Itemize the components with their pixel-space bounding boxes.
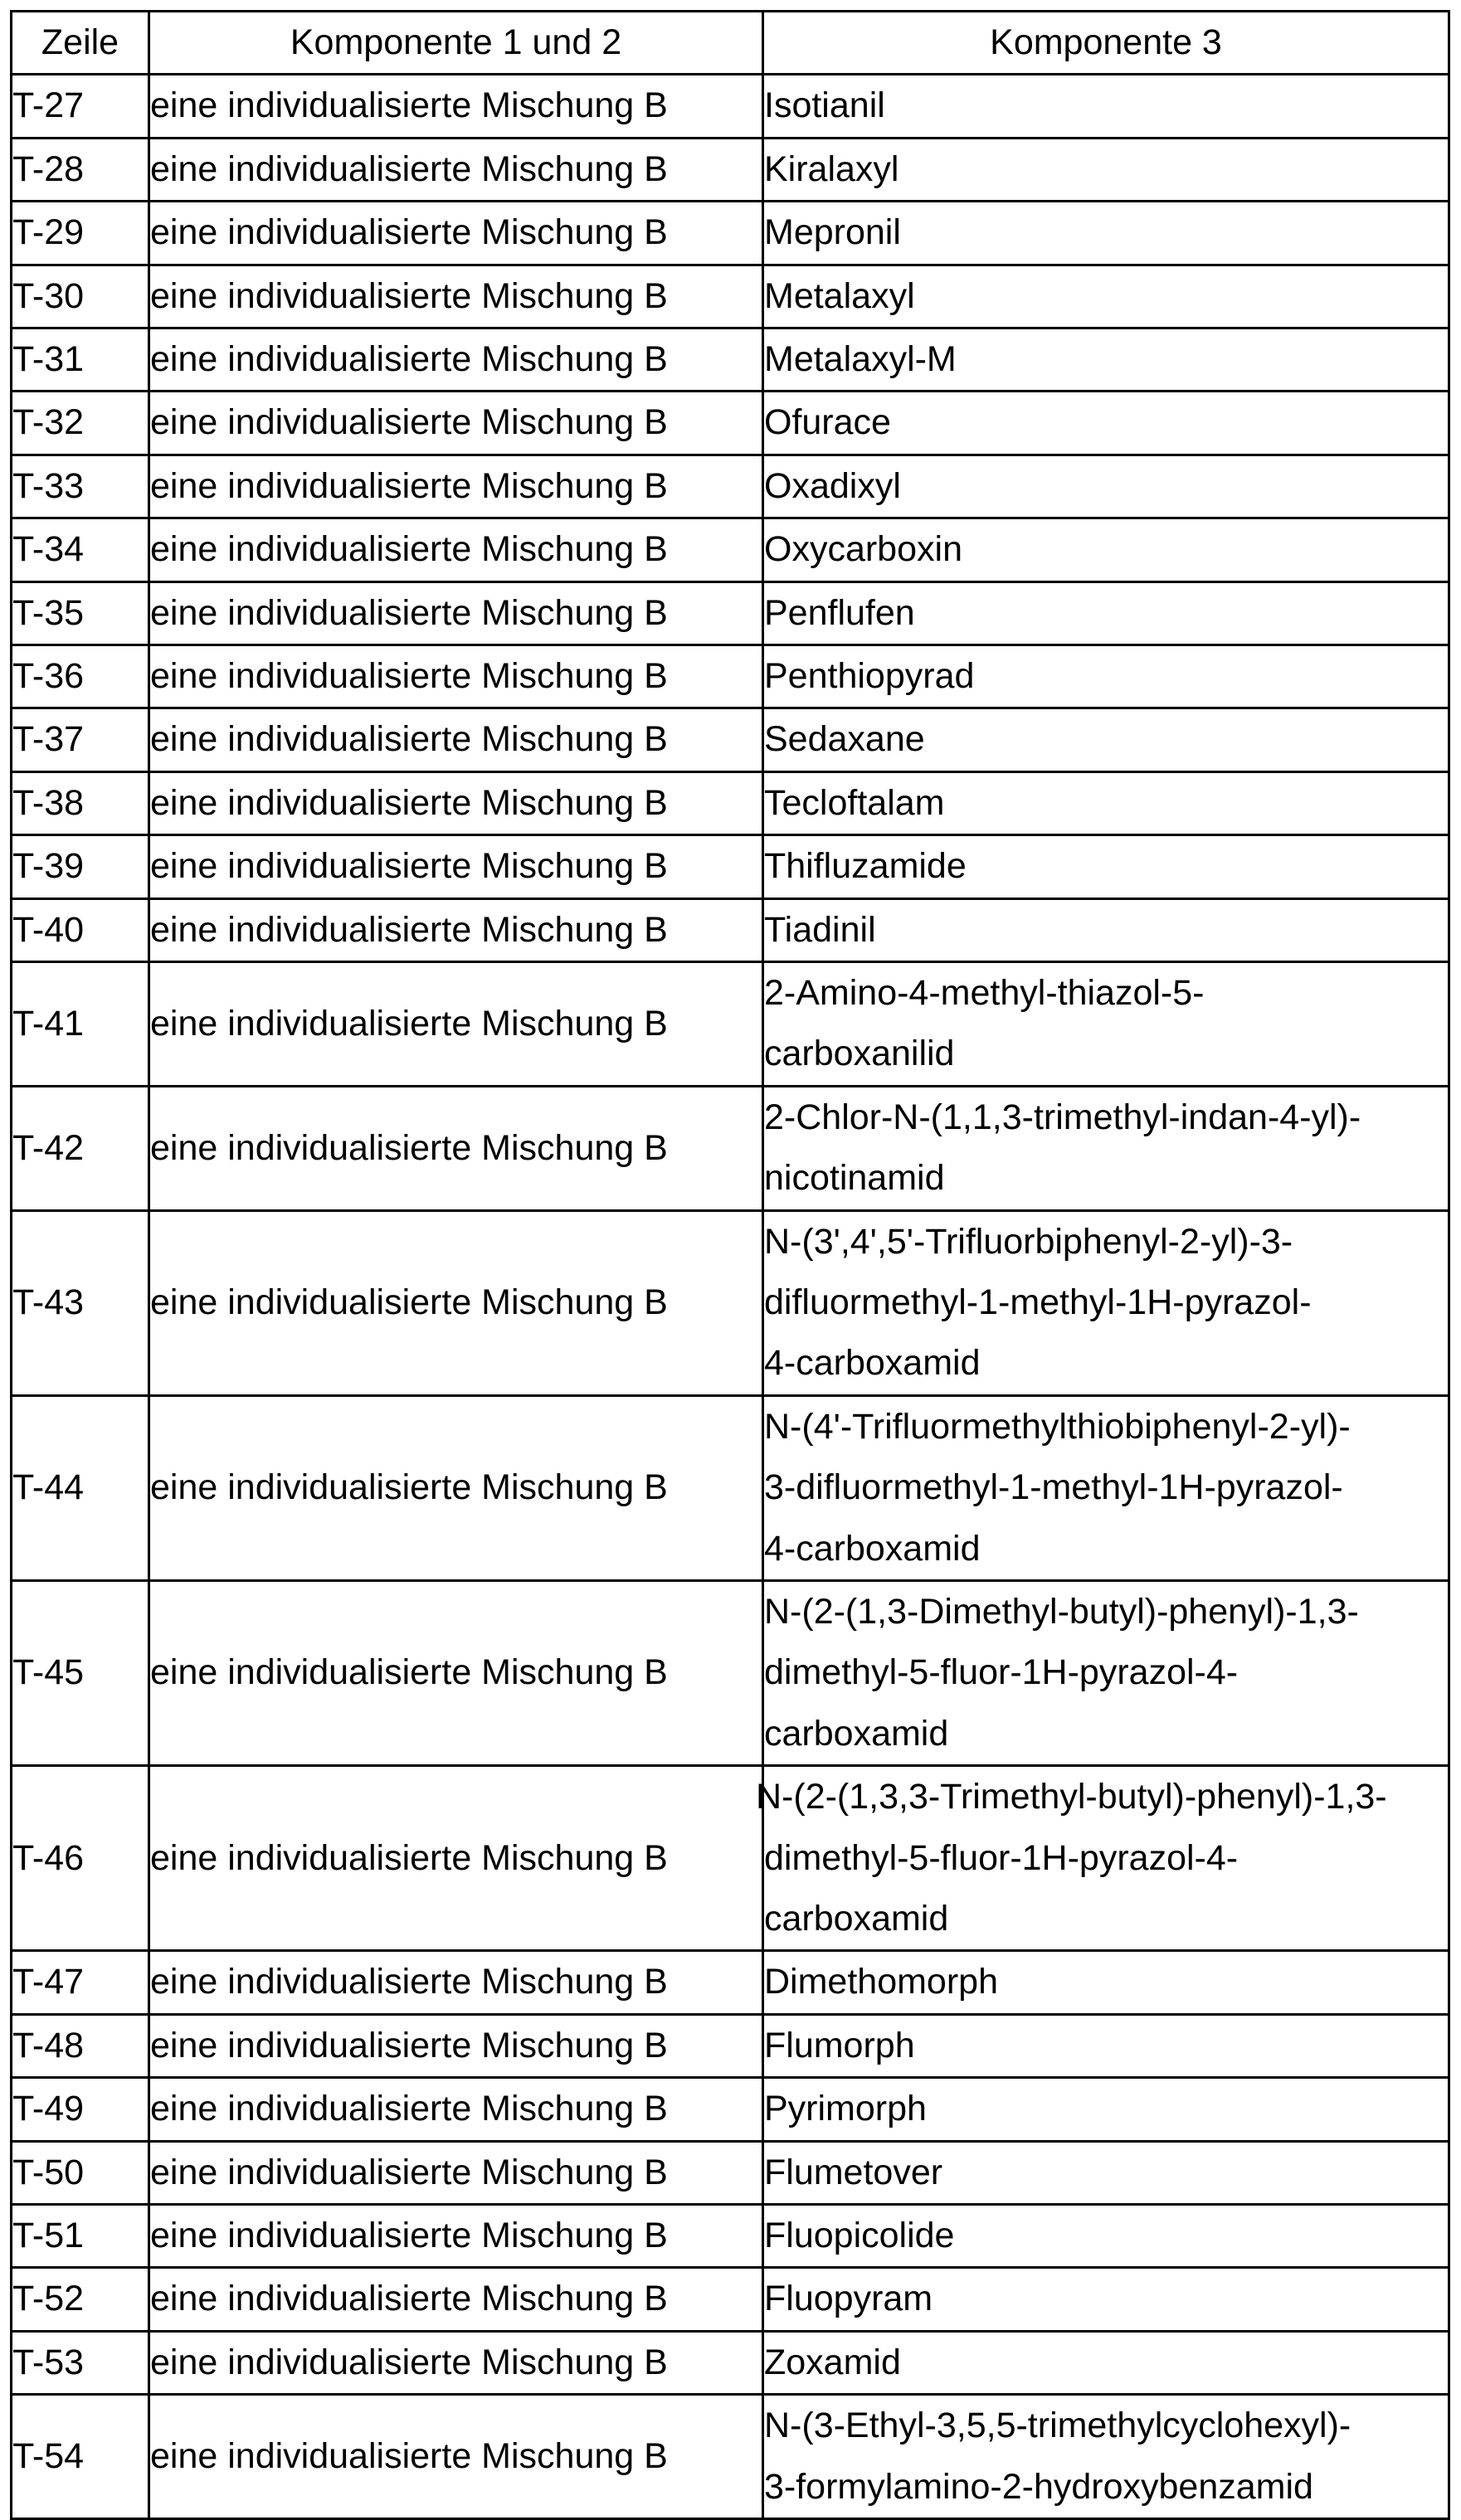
cell-komponente-3-line: Thifluzamide xyxy=(764,846,967,887)
cell-komponente-1-und-2: eine individualisierte Mischung B xyxy=(149,138,763,201)
cell-komponente-3-line: Fluopyram xyxy=(764,2279,933,2319)
cell-komponente-3 xyxy=(763,75,1449,138)
cell-komponente-3 xyxy=(763,455,1449,518)
cell-komponente-1-und-2: eine individualisierte Mischung B xyxy=(149,898,763,961)
cell-komponente-3-line: Pyrimorph xyxy=(764,2089,927,2129)
cell-komponente-3 xyxy=(763,1581,1449,1766)
cell-komponente-1-und-2: eine individualisierte Mischung B xyxy=(149,581,763,645)
cell-zeile: T-36 xyxy=(12,645,149,708)
table-row xyxy=(12,962,1449,1087)
cell-komponente-3 xyxy=(763,2141,1449,2204)
cell-komponente-3-line: N-(2-(1,3-Dimethyl-butyl)-phenyl)-1,3- xyxy=(764,1592,1359,1632)
cell-komponente-3-line: Metalaxyl xyxy=(764,275,915,316)
table-row xyxy=(12,1210,1449,1395)
table-row xyxy=(12,1395,1449,1580)
cell-zeile: T-31 xyxy=(12,328,149,392)
cell-komponente-3 xyxy=(763,2014,1449,2077)
cell-komponente-3-line: 2-Amino-4-methyl-thiazol-5- xyxy=(764,973,1205,1014)
cell-komponente-1-und-2: eine individualisierte Mischung B xyxy=(149,202,763,265)
cell-komponente-3-line: Kiralaxyl xyxy=(764,148,899,189)
cell-komponente-1-und-2: eine individualisierte Mischung B xyxy=(149,2078,763,2141)
cell-komponente-3 xyxy=(763,645,1449,708)
table-row xyxy=(12,771,1449,834)
cell-komponente-3 xyxy=(763,1210,1449,1395)
cell-komponente-3-line: N-(4'-Trifluormethylthiobiphenyl-2-yl)- xyxy=(764,1406,1351,1447)
cell-komponente-3-line: Zoxamid xyxy=(764,2342,901,2382)
cell-zeile: T-45 xyxy=(12,1581,149,1766)
cell-komponente-3-line: N-(3-Ethyl-3,5,5-trimethylcyclohexyl)- xyxy=(764,2406,1351,2446)
cell-komponente-3-line: 4-carboxamid xyxy=(764,1528,981,1569)
cell-komponente-1-und-2: eine individualisierte Mischung B xyxy=(149,962,763,1087)
cell-komponente-3-line: Isotianil xyxy=(764,85,885,126)
table-row xyxy=(12,2268,1449,2331)
cell-komponente-3-line: difluormethyl-1-methyl-1H-pyrazol- xyxy=(764,1282,1312,1323)
cell-komponente-1-und-2: eine individualisierte Mischung B xyxy=(149,1766,763,1951)
cell-zeile: T-42 xyxy=(12,1086,149,1210)
header-row xyxy=(12,12,1449,75)
cell-komponente-3-line: Flumorph xyxy=(764,2025,915,2065)
cell-zeile: T-41 xyxy=(12,962,149,1087)
cell-zeile: T-30 xyxy=(12,265,149,328)
cell-komponente-3 xyxy=(763,2204,1449,2267)
table-row xyxy=(12,1766,1449,1951)
cell-komponente-3-line: N-(3',4',5'-Trifluorbiphenyl-2-yl)-3- xyxy=(764,1221,1293,1262)
cell-komponente-3 xyxy=(763,518,1449,581)
cell-komponente-3-line: Mepronil xyxy=(764,212,901,253)
cell-zeile: T-39 xyxy=(12,835,149,898)
cell-komponente-1-und-2: eine individualisierte Mischung B xyxy=(149,645,763,708)
cell-komponente-3 xyxy=(763,771,1449,834)
table-row xyxy=(12,835,1449,898)
cell-komponente-1-und-2: eine individualisierte Mischung B xyxy=(149,1951,763,2014)
cell-zeile: T-48 xyxy=(12,2014,149,2077)
table-row xyxy=(12,2014,1449,2077)
table-body xyxy=(12,75,1449,2519)
table-row xyxy=(12,2204,1449,2267)
cell-komponente-3 xyxy=(763,708,1449,771)
cell-komponente-3 xyxy=(763,962,1449,1087)
table-row xyxy=(12,202,1449,265)
cell-zeile: T-32 xyxy=(12,392,149,455)
table-row xyxy=(12,708,1449,771)
cell-zeile: T-29 xyxy=(12,202,149,265)
cell-zeile: T-34 xyxy=(12,518,149,581)
cell-zeile: T-28 xyxy=(12,138,149,201)
cell-komponente-1-und-2: eine individualisierte Mischung B xyxy=(149,2141,763,2204)
cell-zeile: T-43 xyxy=(12,1210,149,1395)
cell-komponente-3 xyxy=(763,2078,1449,2141)
cell-komponente-1-und-2: eine individualisierte Mischung B xyxy=(149,328,763,392)
cell-komponente-3-line: 3-difluormethyl-1-methyl-1H-pyrazol- xyxy=(764,1467,1343,1508)
table-row xyxy=(12,518,1449,581)
cell-zeile: T-27 xyxy=(12,75,149,138)
table-row xyxy=(12,898,1449,961)
cell-komponente-3-line: N-(2-(1,3,3-Trimethyl-butyl)-phenyl)-1,3- xyxy=(756,1777,1387,1817)
cell-komponente-3 xyxy=(763,2395,1449,2519)
table-row xyxy=(12,1581,1449,1766)
cell-komponente-3-line: 2-Chlor-N-(1,1,3-trimethyl-indan-4-yl)- xyxy=(764,1097,1361,1137)
cell-komponente-1-und-2: eine individualisierte Mischung B xyxy=(149,835,763,898)
table-row xyxy=(12,265,1449,328)
cell-komponente-1-und-2: eine individualisierte Mischung B xyxy=(149,2331,763,2394)
cell-komponente-3 xyxy=(763,1951,1449,2014)
cell-komponente-3 xyxy=(763,835,1449,898)
cell-komponente-3-line: dimethyl-5-fluor-1H-pyrazol-4- xyxy=(764,1652,1239,1693)
cell-komponente-3-line: nicotinamid xyxy=(764,1158,945,1199)
cell-komponente-3-line: Oxycarboxin xyxy=(764,529,962,570)
cell-zeile: T-52 xyxy=(12,2268,149,2331)
cell-komponente-3-line: Tiadinil xyxy=(764,909,876,950)
table-row xyxy=(12,2331,1449,2394)
mixture-table xyxy=(10,10,1450,2520)
cell-komponente-3 xyxy=(763,328,1449,392)
header-zeile: Zeile xyxy=(12,12,149,75)
cell-zeile: T-38 xyxy=(12,771,149,834)
table-row xyxy=(12,1951,1449,2014)
cell-zeile: T-53 xyxy=(12,2331,149,2394)
header-komponente-1-und-2: Komponente 1 und 2 xyxy=(149,12,763,75)
cell-zeile: T-35 xyxy=(12,581,149,645)
cell-komponente-3-line: carboxamid xyxy=(764,1713,949,1754)
table-row xyxy=(12,75,1449,138)
cell-komponente-1-und-2: eine individualisierte Mischung B xyxy=(149,1395,763,1580)
cell-komponente-3 xyxy=(756,1766,1449,1951)
cell-komponente-1-und-2: eine individualisierte Mischung B xyxy=(149,2395,763,2519)
table-row xyxy=(12,138,1449,201)
table-row xyxy=(12,2395,1449,2519)
cell-komponente-3 xyxy=(763,202,1449,265)
cell-komponente-3-line: Sedaxane xyxy=(764,719,925,760)
cell-komponente-1-und-2: eine individualisierte Mischung B xyxy=(149,518,763,581)
cell-zeile: T-47 xyxy=(12,1951,149,2014)
cell-komponente-1-und-2: eine individualisierte Mischung B xyxy=(149,392,763,455)
table-row xyxy=(12,392,1449,455)
cell-komponente-1-und-2: eine individualisierte Mischung B xyxy=(149,771,763,834)
cell-komponente-1-und-2: eine individualisierte Mischung B xyxy=(149,2204,763,2267)
cell-komponente-3-line: Metalaxyl-M xyxy=(764,339,957,380)
table-row xyxy=(12,455,1449,518)
cell-komponente-3 xyxy=(763,392,1449,455)
cell-komponente-3 xyxy=(763,2331,1449,2394)
cell-komponente-1-und-2: eine individualisierte Mischung B xyxy=(149,2014,763,2077)
cell-zeile: T-44 xyxy=(12,1395,149,1580)
table-row xyxy=(12,328,1449,392)
cell-komponente-3-line: Ofurace xyxy=(764,402,891,443)
cell-komponente-3 xyxy=(763,1086,1449,1210)
cell-komponente-3-line: Fluopicolide xyxy=(764,2215,955,2255)
cell-zeile: T-54 xyxy=(12,2395,149,2519)
cell-komponente-3-line: Oxadixyl xyxy=(764,465,901,506)
cell-komponente-3-line: Dimethomorph xyxy=(764,1962,998,2002)
cell-komponente-3 xyxy=(763,138,1449,201)
cell-komponente-3 xyxy=(763,898,1449,961)
cell-komponente-1-und-2: eine individualisierte Mischung B xyxy=(149,1581,763,1766)
cell-komponente-3 xyxy=(763,265,1449,328)
table-row xyxy=(12,2078,1449,2141)
cell-komponente-1-und-2: eine individualisierte Mischung B xyxy=(149,265,763,328)
table-row xyxy=(12,1086,1449,1210)
cell-komponente-3-line: Tecloftalam xyxy=(764,782,945,823)
cell-komponente-3-line: Penflufen xyxy=(764,592,915,633)
table-row xyxy=(12,581,1449,645)
cell-zeile: T-46 xyxy=(12,1766,149,1951)
cell-komponente-3-line: 4-carboxamid xyxy=(764,1343,981,1384)
cell-komponente-1-und-2: eine individualisierte Mischung B xyxy=(149,1210,763,1395)
cell-komponente-1-und-2: eine individualisierte Mischung B xyxy=(149,75,763,138)
cell-komponente-1-und-2: eine individualisierte Mischung B xyxy=(149,708,763,771)
table-row xyxy=(12,2141,1449,2204)
cell-komponente-3 xyxy=(763,581,1449,645)
cell-zeile: T-40 xyxy=(12,898,149,961)
table-row xyxy=(12,645,1449,708)
cell-komponente-3 xyxy=(763,1395,1449,1580)
cell-komponente-3-line: 3-formylamino-2-hydroxybenzamid xyxy=(764,2466,1313,2507)
cell-komponente-1-und-2: eine individualisierte Mischung B xyxy=(149,2268,763,2331)
cell-zeile: T-51 xyxy=(12,2204,149,2267)
cell-komponente-1-und-2: eine individualisierte Mischung B xyxy=(149,1086,763,1210)
cell-zeile: T-33 xyxy=(12,455,149,518)
cell-komponente-3-line: Penthiopyrad xyxy=(764,656,975,697)
cell-komponente-3-line: dimethyl-5-fluor-1H-pyrazol-4- xyxy=(764,1837,1239,1878)
header-komponente-3: Komponente 3 xyxy=(763,12,1449,75)
cell-komponente-3-line: carboxamid xyxy=(764,1898,949,1939)
cell-komponente-3-line: carboxanilid xyxy=(764,1034,955,1074)
cell-komponente-3-line: Flumetover xyxy=(764,2152,943,2192)
cell-zeile: T-49 xyxy=(12,2078,149,2141)
cell-komponente-3 xyxy=(763,2268,1449,2331)
cell-komponente-1-und-2: eine individualisierte Mischung B xyxy=(149,455,763,518)
cell-zeile: T-50 xyxy=(12,2141,149,2204)
cell-zeile: T-37 xyxy=(12,708,149,771)
